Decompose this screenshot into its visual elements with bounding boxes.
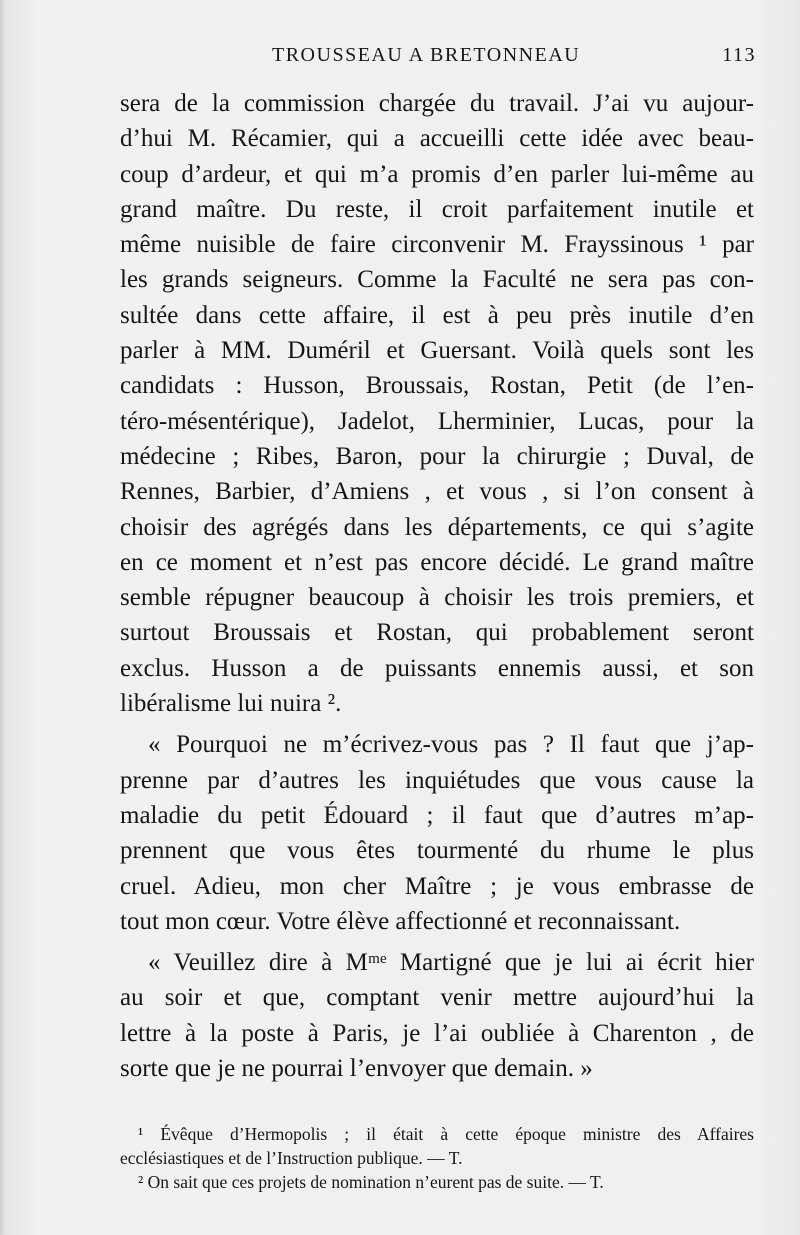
text-line: sera de la commission chargée du travail. J’ai vu aujour- [120, 90, 754, 117]
text-line: « Pourquoi ne m’écrivez-vous pas ? Il faut que j’ap- [148, 731, 754, 759]
text-line: cruel. Adieu, mon cher Maître ; je vous embrasse de [120, 872, 754, 900]
text-line: grand maître. Du reste, il croit parfaitement inutile et [120, 195, 754, 223]
text-line: choisir des agrégés dans les départements, ce qui s’agite [120, 513, 754, 541]
page-binding-shadow [0, 0, 6, 1235]
text-line: candidats : Husson, Broussais, Rostan, Petit (de l’en- [120, 372, 754, 400]
text-line: tout mon cœur. Votre élève affectionné et reconnaissant. [120, 907, 681, 935]
text-line: libéralisme lui nuira ². [120, 690, 342, 718]
text-line: coup d’ardeur, et qui m’a promis d’en parler lui-même au [120, 160, 754, 188]
page-number: 113 [722, 44, 756, 66]
text-line: prennent que vous êtes tourmenté du rhume le plus [120, 837, 754, 865]
text-line: prenne par d’autres les inquiétudes que vous cause la [120, 766, 754, 794]
text-line: exclus. Husson a de puissants ennemis aussi, et son [120, 654, 754, 682]
text-line: Rennes, Barbier, d’Amiens , et vous , si l’on consent à [120, 478, 754, 506]
text-line: téro-mésentérique), Jadelot, Lherminier, Lucas, pour la [120, 407, 754, 435]
body-text [120, 86, 754, 1086]
footnote-line: ¹ Évêque d’Hermopolis ; il était à cette époque ministre des Affaires [138, 1124, 754, 1144]
text-line: lettre à la poste à Paris, je l’ai oubliée à Charenton , de [120, 1019, 754, 1047]
text-line: semble répugner beaucoup à choisir les trois premiers, et [120, 584, 754, 612]
text-line: au soir et que, comptant venir mettre aujourd’hui la [120, 984, 754, 1012]
text-line: sorte que je ne pourrai l’envoyer que demain. » [120, 1055, 593, 1083]
footnotes [120, 1122, 754, 1194]
text-line: « Veuillez dire à Mᵐᵉ Martigné que je lui ai écrit hier [148, 949, 754, 977]
text-line: maladie du petit Édouard ; il faut que d’autres m’ap- [120, 801, 754, 829]
text-line: parler à MM. Duméril et Guersant. Voilà quels sont les [120, 337, 754, 365]
text-line: surtout Broussais et Rostan, qui probablement seront [120, 619, 754, 647]
text-line: même nuisible de faire circonvenir M. Frayssinous ¹ par [120, 231, 754, 259]
text-line: sultée dans cette affaire, il est à peu près inutile d’en [120, 301, 754, 329]
text-line: d’hui M. Récamier, qui a accueilli cette idée avec beau- [120, 125, 754, 153]
running-title: TROUSSEAU A BRETONNEAU [272, 44, 581, 66]
text-line: médecine ; Ribes, Baron, pour la chirurgie ; Duval, de [120, 442, 754, 470]
footnote-line: ² On sait que ces projets de nomination n’eurent pas de suite. — T. [138, 1172, 604, 1192]
running-header [120, 44, 756, 74]
text-line: les grands seigneurs. Comme la Faculté ne sera pas con- [120, 266, 754, 294]
footnote-line: ecclésiastiques et de l’Instruction publique. — T. [120, 1148, 463, 1168]
text-line: en ce moment et n’est pas encore décidé. Le grand maître [120, 548, 754, 576]
